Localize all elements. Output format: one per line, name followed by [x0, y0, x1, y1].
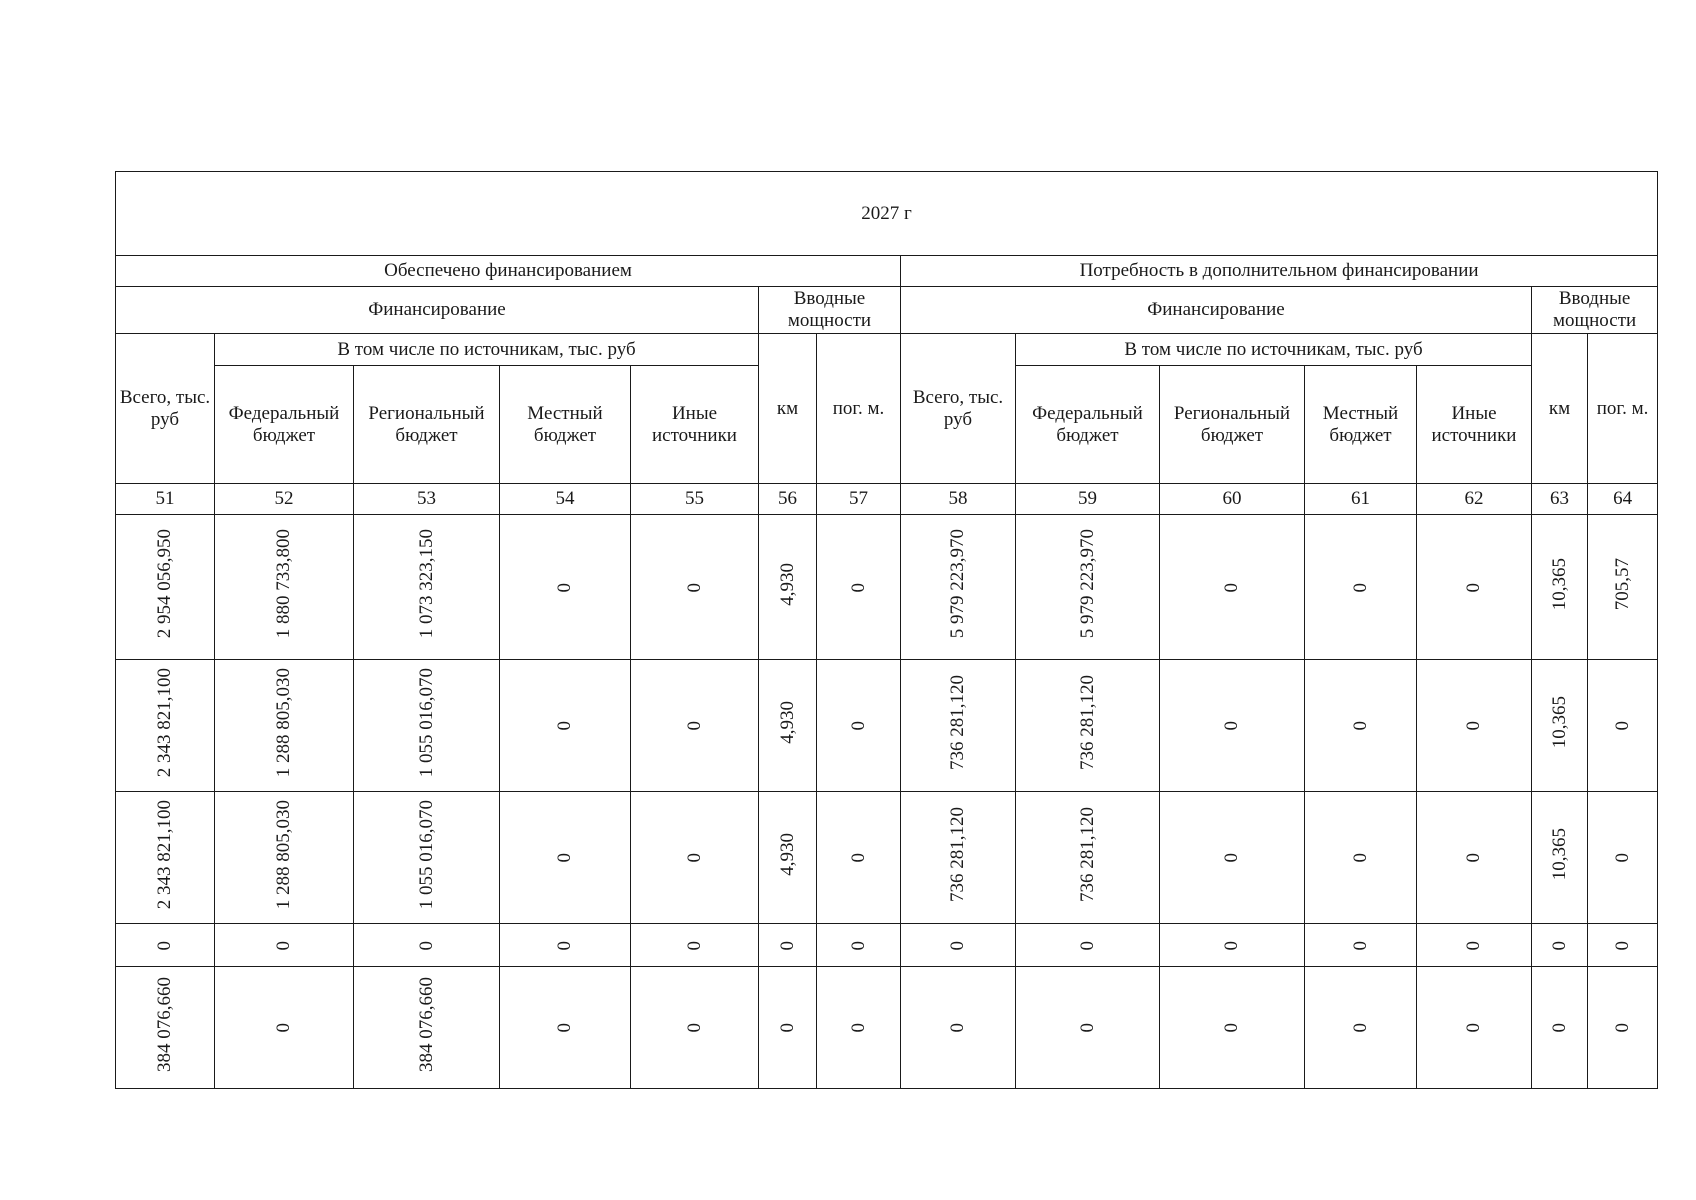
- local-header-secured: Местный бюджет: [500, 366, 631, 484]
- data-cell: 384 076,660: [154, 977, 175, 1072]
- data-cell: 1 073 323,150: [415, 529, 437, 639]
- column-number: 54: [500, 484, 631, 515]
- data-cell: 736 281,120: [1076, 675, 1098, 770]
- data-cell: 5 979 223,970: [947, 529, 968, 639]
- column-number: 58: [901, 484, 1016, 515]
- data-cell: 0: [1076, 940, 1098, 950]
- data-cell: 0: [554, 582, 575, 592]
- column-numbers-row: [116, 484, 1658, 515]
- data-cell: 4,930: [776, 701, 798, 744]
- data-cell: 2 954 056,950: [154, 529, 175, 639]
- data-cell: 0: [1221, 940, 1242, 950]
- data-cell: 5 979 223,970: [1076, 529, 1098, 639]
- column-number: 63: [1532, 484, 1588, 515]
- data-cell: 0: [683, 721, 705, 731]
- financing-table-sheet: [115, 171, 1657, 1088]
- pog-m-header-secured: пог. м.: [817, 334, 901, 484]
- column-number: 57: [817, 484, 901, 515]
- data-cell: 0: [1548, 940, 1570, 950]
- data-cell: 0: [1463, 940, 1484, 950]
- data-cell: 0: [1349, 940, 1371, 950]
- data-cell: 736 281,120: [947, 675, 968, 770]
- data-cell: 0: [1349, 853, 1371, 863]
- column-number: 64: [1588, 484, 1658, 515]
- data-cell: 0: [683, 582, 705, 592]
- data-cell: 736 281,120: [947, 807, 968, 902]
- data-cell: 0: [1221, 1023, 1242, 1033]
- group-additional-header: Потребность в дополнительном финансировании: [901, 256, 1658, 287]
- data-cell: 0: [1221, 853, 1242, 863]
- data-cell: 0: [554, 1023, 575, 1033]
- data-cell: 0: [1463, 1023, 1484, 1033]
- data-cell: 10,365: [1548, 696, 1570, 749]
- data-cell: 1 288 805,030: [273, 667, 294, 778]
- data-cell: 1 055 016,070: [415, 799, 437, 910]
- data-cell: 0: [1463, 721, 1484, 731]
- capacity-header-secured: Вводные мощности: [759, 287, 901, 334]
- data-cell: 1 880 733,800: [273, 529, 294, 639]
- regional-header-secured: Региональный бюджет: [354, 366, 500, 484]
- data-cell: 0: [1611, 1023, 1633, 1033]
- data-cell: 0: [947, 1023, 968, 1033]
- data-cell: 0: [847, 1023, 869, 1033]
- capacity-header-additional: Вводные мощности: [1532, 287, 1658, 334]
- data-cell: 384 076,660: [415, 977, 437, 1072]
- data-cell: 0: [1221, 582, 1242, 592]
- data-cell: 4,930: [776, 562, 798, 606]
- data-cell: 0: [847, 721, 869, 731]
- column-number: 51: [116, 484, 215, 515]
- data-cell: 0: [847, 940, 869, 950]
- data-row: [116, 924, 1658, 967]
- column-number: 61: [1305, 484, 1417, 515]
- data-cell: 0: [554, 940, 575, 950]
- by-sources-header-secured: В том числе по источникам, тыс. руб: [215, 334, 759, 366]
- data-cell: 0: [847, 582, 869, 592]
- data-cell: 1 288 805,030: [273, 799, 294, 910]
- column-number: 52: [215, 484, 354, 515]
- data-cell: 0: [683, 940, 705, 950]
- total-header-additional: Всего, тыс. руб: [901, 334, 1016, 484]
- data-cell: 0: [1349, 721, 1371, 731]
- km-header-additional: км: [1532, 334, 1588, 484]
- data-cell: 0: [154, 940, 175, 950]
- total-header-secured: Всего, тыс. руб: [116, 334, 215, 484]
- data-cell: 0: [1611, 853, 1633, 863]
- column-number: 59: [1016, 484, 1160, 515]
- data-cell: 0: [1463, 582, 1484, 592]
- year-title: 2027 г: [116, 172, 1658, 256]
- data-cell: 0: [847, 853, 869, 863]
- data-cell: 0: [1463, 853, 1484, 863]
- local-header-additional: Местный бюджет: [1305, 366, 1417, 484]
- data-cell: 0: [273, 940, 294, 950]
- data-row: [116, 660, 1658, 792]
- data-cell: 0: [776, 940, 798, 950]
- data-cell: 736 281,120: [1076, 807, 1098, 902]
- data-cell: 0: [1221, 721, 1242, 731]
- other-header-additional: Иные источники: [1417, 366, 1532, 484]
- column-number: 55: [631, 484, 759, 515]
- data-cell: 2 343 821,100: [154, 667, 175, 778]
- group-secured-header: Обеспечено финансированием: [116, 256, 901, 287]
- km-header-secured: км: [759, 334, 817, 484]
- regional-header-additional: Региональный бюджет: [1160, 366, 1305, 484]
- other-header-secured: Иные источники: [631, 366, 759, 484]
- column-number: 60: [1160, 484, 1305, 515]
- by-sources-header-additional: В том числе по источникам, тыс. руб: [1016, 334, 1532, 366]
- data-cell: 0: [273, 1023, 294, 1033]
- data-row: [116, 792, 1658, 924]
- federal-header-additional: Федеральный бюджет: [1016, 366, 1160, 484]
- data-cell: 0: [776, 1023, 798, 1033]
- financing-table: [115, 171, 1658, 1089]
- data-cell: 705,57: [1611, 557, 1633, 611]
- data-cell: 0: [1611, 721, 1633, 731]
- financing-header-additional: Финансирование: [901, 287, 1532, 334]
- column-number: 53: [354, 484, 500, 515]
- data-row: [116, 515, 1658, 660]
- data-cell: 0: [1349, 582, 1371, 592]
- data-cell: 0: [415, 940, 437, 950]
- data-cell: 0: [683, 1023, 705, 1033]
- data-cell: 0: [554, 853, 575, 863]
- data-cell: 0: [1548, 1023, 1570, 1033]
- data-cell: 0: [683, 853, 705, 863]
- data-row: [116, 967, 1658, 1089]
- data-cell: 10,365: [1548, 557, 1570, 611]
- data-cell: 10,365: [1548, 828, 1570, 881]
- data-cell: 4,930: [776, 833, 798, 876]
- data-cell: 0: [554, 721, 575, 731]
- pog-m-header-additional: пог. м.: [1588, 334, 1658, 484]
- federal-header-secured: Федеральный бюджет: [215, 366, 354, 484]
- data-cell: 2 343 821,100: [154, 799, 175, 910]
- column-number: 56: [759, 484, 817, 515]
- data-cell: 0: [947, 940, 968, 950]
- financing-header-secured: Финансирование: [116, 287, 759, 334]
- data-cell: 1 055 016,070: [415, 667, 437, 778]
- data-cell: 0: [1611, 940, 1633, 950]
- data-cell: 0: [1076, 1023, 1098, 1033]
- column-number: 62: [1417, 484, 1532, 515]
- data-cell: 0: [1349, 1023, 1371, 1033]
